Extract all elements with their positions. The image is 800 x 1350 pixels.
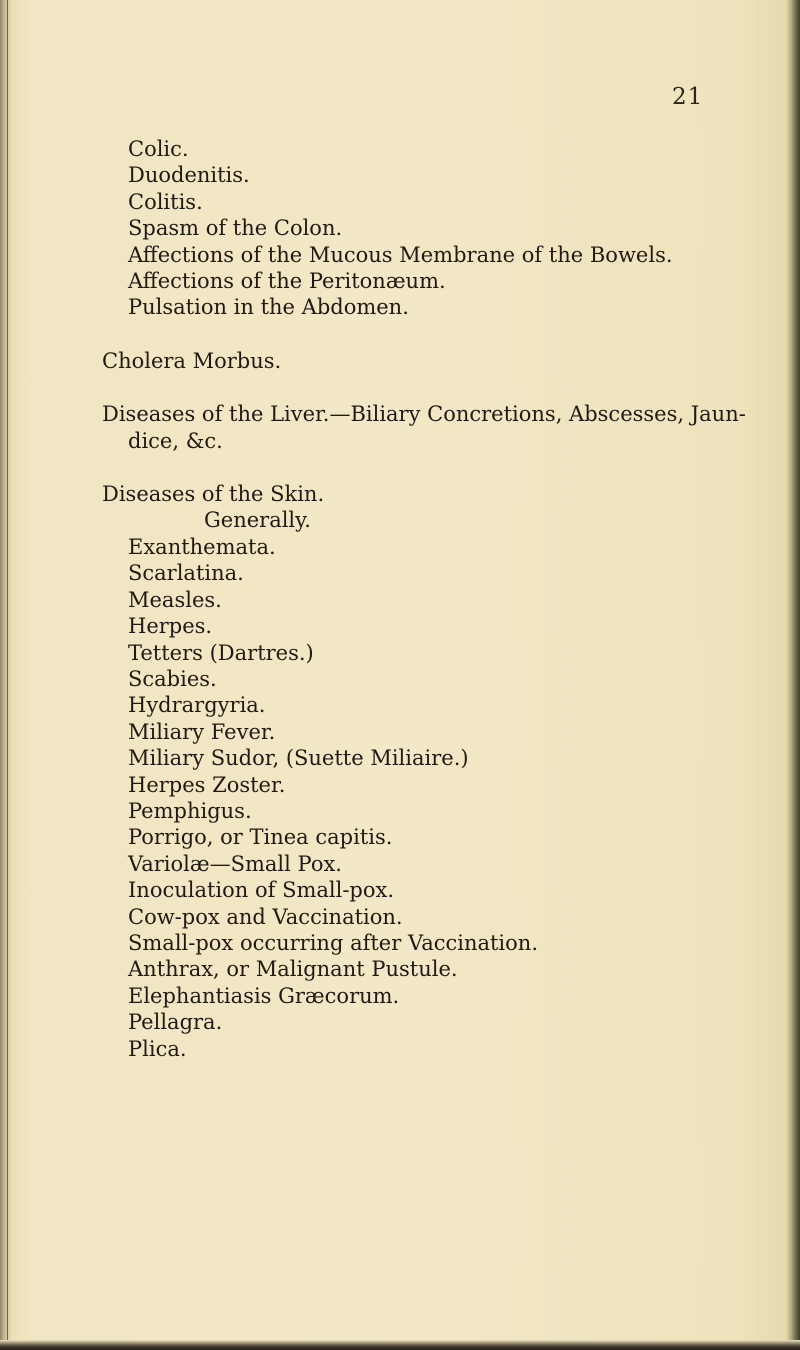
list-item: Porrigo, or Tinea capitis. <box>128 825 393 850</box>
list-item: Plica. <box>128 1036 187 1061</box>
list-item: Affections of the Peritonæum. <box>128 269 446 294</box>
list-item: Elephantiasis Græcorum. <box>128 983 400 1008</box>
page-gutter-left <box>0 0 12 1350</box>
list-item: Tetters (Dartres.) <box>128 640 314 665</box>
cholera-heading: Cholera Morbus. <box>102 348 282 373</box>
liver-heading: Diseases of the Liver.—Biliary Concretions, Abscesses, Jaun- <box>102 402 746 427</box>
list-item: Anthrax, or Malignant Pustule. <box>128 957 458 982</box>
list-item: Spasm of the Colon. <box>128 216 343 241</box>
skin-heading: Diseases of the Skin. <box>102 482 325 507</box>
list-item: Inoculation of Small-pox. <box>128 878 395 903</box>
list-item: Affections of the Mucous Membrane of the Bowels. <box>128 242 673 267</box>
list-item: Cow-pox and Vaccination. <box>128 904 403 929</box>
list-item: Pemphigus. <box>128 798 252 823</box>
skin-subheading: Generally. <box>204 508 311 533</box>
page-edge-right <box>786 0 800 1350</box>
page-number: 21 <box>672 84 704 110</box>
page-edge-bottom <box>0 1340 800 1350</box>
skin-list <box>102 534 722 1062</box>
list-item: Exanthemata. <box>128 534 276 559</box>
list-item: Scabies. <box>128 666 217 691</box>
list-item: Miliary Fever. <box>128 719 276 744</box>
list-item: Pulsation in the Abdomen. <box>128 295 409 320</box>
list-item: Colic. <box>128 137 189 161</box>
list-item: Measles. <box>128 587 222 612</box>
list-item: Miliary Sudor, (Suette Miliaire.) <box>128 746 469 771</box>
list-item: Hydrargyria. <box>128 693 266 718</box>
list-item: Duodenitis. <box>128 163 250 188</box>
abdomen-list <box>102 136 722 321</box>
page-content <box>102 136 746 1062</box>
list-item: Small-pox occurring after Vaccination. <box>128 930 538 955</box>
list-item: Herpes Zoster. <box>128 772 286 797</box>
list-item: Colitis. <box>128 189 203 214</box>
list-item: Scarlatina. <box>128 561 244 586</box>
liver-heading-continuation: dice, &c. <box>128 428 223 453</box>
list-item: Pellagra. <box>128 1010 223 1035</box>
list-item: Variolæ—Small Pox. <box>128 851 342 876</box>
list-item: Herpes. <box>128 614 213 639</box>
